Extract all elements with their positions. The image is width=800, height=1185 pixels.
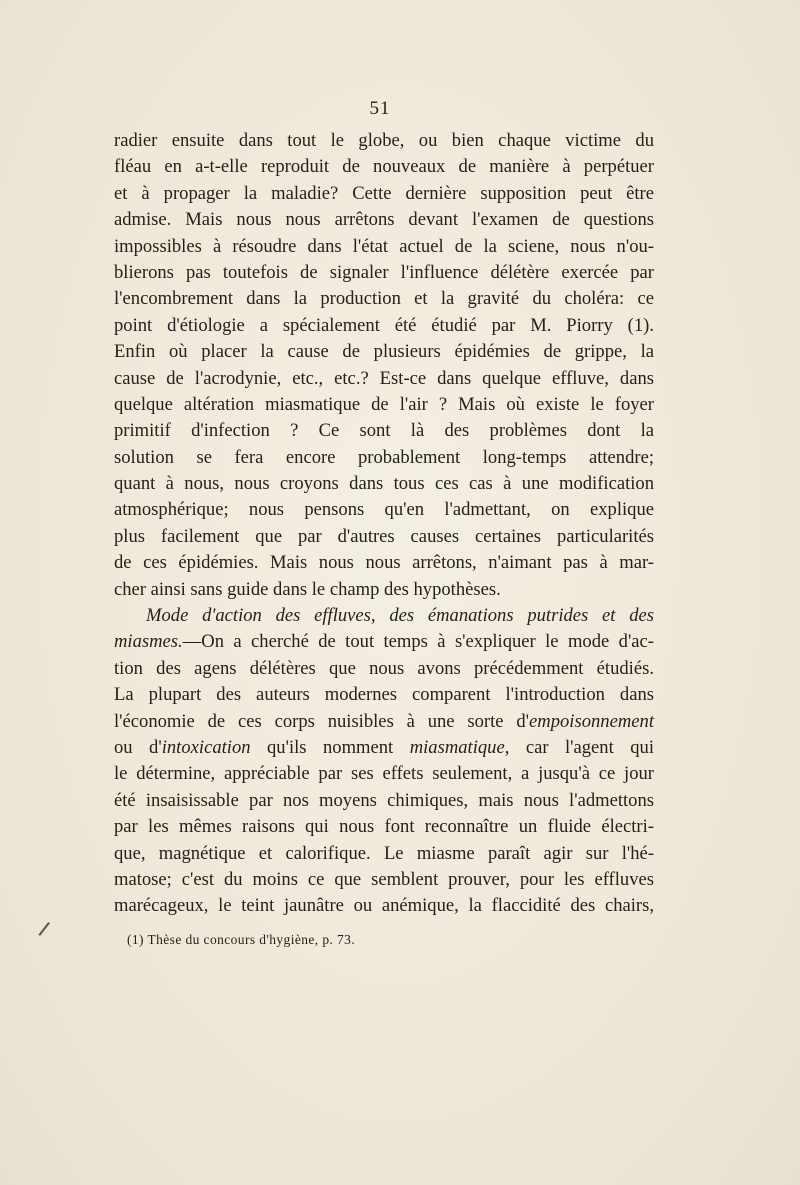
- text-line: [114, 629, 654, 655]
- italic-term: intoxication: [161, 736, 251, 758]
- text-line: quant à nous, nous croyons dans tous ces cas à une modification: [114, 473, 654, 495]
- text-line: et à propager la maladie? Cette dernière supposition peut être: [114, 182, 654, 204]
- text-line: l'encombrement dans la production et la gravité du choléra: ce: [114, 288, 654, 310]
- text-line: par les mêmes raisons qui nous font reconnaître un fluide électri-: [114, 816, 654, 838]
- footnote: (1) Thèse du concours d'hygiène, p. 73.: [127, 932, 356, 947]
- text-line: de ces épidémies. Mais nous nous arrêtons, n'aimant pas à mar-: [114, 552, 654, 574]
- text-line: quelque altération miasmatique de l'air ? Mais où existe le foyer: [114, 393, 654, 415]
- text-line: matose; c'est du moins ce que semblent prouver, pour les effluves: [114, 868, 654, 890]
- text-line: atmosphérique; nous pensons qu'en l'admettant, on explique: [114, 499, 654, 521]
- text-line: cause de l'acrodynie, etc., etc.? Est-ce dans quelque effluve, dans: [114, 367, 654, 389]
- page-number: 51: [369, 98, 391, 119]
- text-fragment: , car l'agent qui: [504, 736, 654, 758]
- text-line: La plupart des auteurs modernes comparent l'introduction dans: [114, 684, 654, 706]
- text-line: point d'étiologie a spécialement été étudié par M. Piorry (1).: [114, 314, 654, 336]
- text-line: été insaisissable par nos moyens chimiques, mais nous l'admettons: [114, 789, 654, 811]
- text-line: solution se fera encore probablement long-temps attendre;: [114, 446, 654, 468]
- text-fragment: ou d': [114, 736, 162, 758]
- text-fragment: —On a cherché de tout temps à s'expliquer le mode d'ac-: [182, 631, 654, 653]
- pencil-mark: [38, 922, 49, 936]
- text-line: marécageux, le teint jaunâtre ou anémique, la flaccidité des chairs,: [114, 895, 654, 917]
- body-text: [114, 128, 654, 920]
- text-fragment: qu'ils nomment: [250, 736, 410, 758]
- text-line: impossibles à résoudre dans l'état actuel de la sciene, nous n'ou-: [114, 235, 654, 257]
- text-line: cher ainsi sans guide dans le champ des hypothèses.: [114, 578, 501, 600]
- text-line: que, magnétique et calorifique. Le miasme paraît agir sur l'hé-: [114, 842, 654, 864]
- text-line: tion des agens délétères que nous avons précédemment étudiés.: [114, 657, 654, 679]
- section-heading-line: [114, 603, 654, 629]
- text-line: le détermine, appréciable par ses effets seulement, a jusqu'à ce jour: [114, 763, 654, 785]
- section-heading-end: miasmes.: [114, 631, 183, 653]
- text-line: radier ensuite dans tout le globe, ou bien chaque victime du: [114, 130, 654, 151]
- text-line: fléau en a-t-elle reproduit de nouveaux de manière à perpétuer: [114, 156, 654, 178]
- text-line: blierons pas toutefois de signaler l'influence délétère exercée par: [114, 261, 654, 283]
- italic-term: miasmatique: [409, 736, 505, 758]
- text-line: [114, 709, 654, 735]
- text-line: Enfin où placer la cause de plusieurs épidémies de grippe, la: [114, 341, 654, 363]
- text-line: plus facilement que par d'autres causes certaines particularités: [114, 525, 654, 547]
- text-line: primitif d'infection ? Ce sont là des problèmes dont la: [114, 420, 654, 442]
- section-heading: Mode d'action des effluves, des émanations putrides et des: [146, 605, 654, 627]
- text-line: [114, 735, 654, 761]
- text-fragment: l'économie de ces corps nuisibles à une sorte d': [114, 710, 530, 732]
- text-line: admise. Mais nous nous arrêtons devant l'examen de questions: [114, 209, 654, 231]
- italic-term: empoisonnement: [529, 710, 654, 732]
